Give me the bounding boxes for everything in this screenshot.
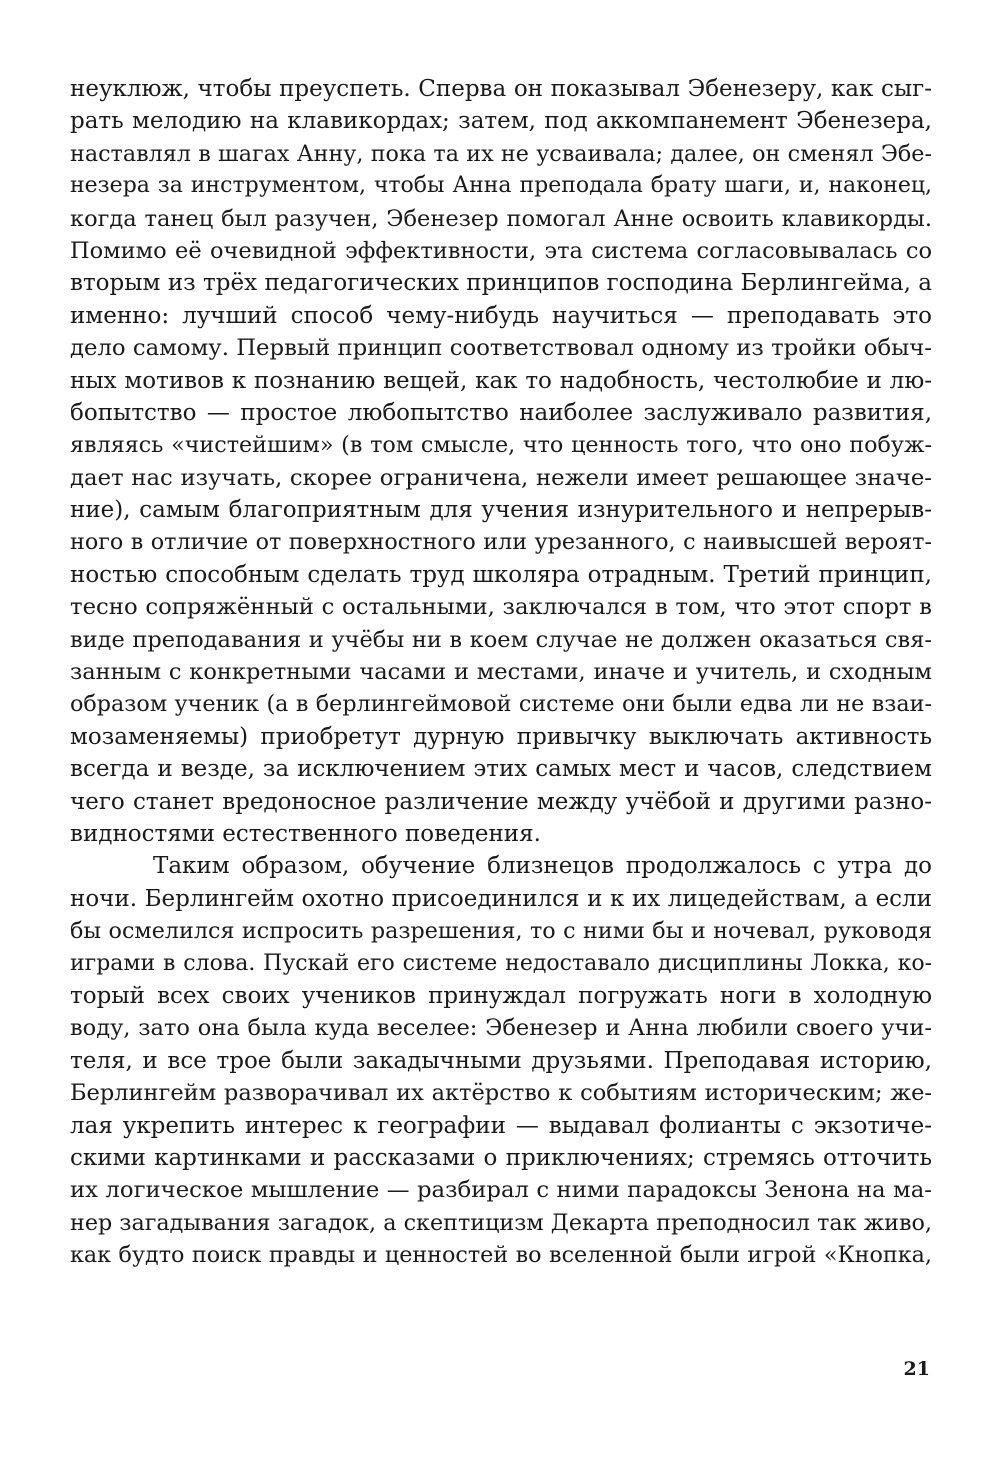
text-line: бы осмелился испросить разрешения, то с ними бы и ночевал, руководя bbox=[70, 918, 932, 945]
text-line: бопытство — простое любопытство наиболее заслуживало развития, bbox=[70, 399, 932, 426]
text-line: играми в слова. Пускай его системе недоставало дисциплины Локка, ко- bbox=[70, 950, 932, 976]
text-line: именно: лучший способ чему-нибудь научиться — преподавать это bbox=[70, 302, 932, 329]
text-line: дает нас изучать, скорее ограничена, нежели имеет решающее значе- bbox=[70, 464, 932, 491]
text-line: дело самому. Первый принцип соответствовал одному из тройки обыч- bbox=[70, 335, 932, 362]
body-text bbox=[70, 73, 932, 1271]
text-line: являясь «чистейшим» (в том смысле, что ценность того, что оно побуж- bbox=[70, 432, 932, 459]
text-line: их логическое мышление — разбирал с ними парадоксы Зенона на ма- bbox=[70, 1177, 932, 1204]
text-line: наставлял в шагах Анну, пока та их не усваивала; далее, он сменял Эбе- bbox=[70, 140, 932, 167]
text-line: ностью способным сделать труд школяра отрадным. Третий принцип, bbox=[70, 561, 932, 588]
text-line: мозаменяемы) приобретут дурную привычку выключать активность bbox=[70, 723, 932, 750]
text-line: скими картинками и рассказами о приключениях; стремясь отточить bbox=[70, 1144, 932, 1171]
text-line: ного в отличие от поверхностного или урезанного, с наивысшей вероят- bbox=[70, 529, 932, 556]
text-line: ние), самым благоприятным для учения изнурительного и непрерыв- bbox=[70, 497, 932, 524]
text-line: торый всех своих учеников принуждал погружать ноги в холодную bbox=[70, 982, 932, 1009]
text-line: всегда и везде, за исключением этих самых мест и часов, следствием bbox=[70, 756, 932, 783]
paragraph-start-line: Таким образом, обучение близнецов продолжалось с утра до bbox=[153, 853, 932, 880]
page-number: 21 bbox=[903, 1358, 930, 1380]
text-line: ночи. Берлингейм охотно присоединился и к их лицедействам, а если bbox=[70, 885, 932, 912]
text-line: рать мелодию на клавикордах; затем, под аккомпанемент Эбенезера, bbox=[70, 108, 932, 135]
text-line: нер загадывания загадок, а скептицизм Декарта преподносил так живо, bbox=[70, 1209, 932, 1236]
text-line: занным с конкретными часами и местами, иначе и учитель, и сходным bbox=[70, 659, 932, 686]
text-line: Помимо её очевидной эффективности, эта система согласовывалась со bbox=[70, 237, 932, 264]
text-line: когда танец был разучен, Эбенезер помогал Анне освоить клавикорды. bbox=[70, 205, 932, 232]
text-line: образом ученик (а в берлингеймовой системе они были едва ли не взаи- bbox=[70, 691, 932, 718]
text-line: воду, зато она была куда веселее: Эбенезер и Анна любили своего учи- bbox=[70, 1015, 932, 1042]
text-line: ных мотивов к познанию вещей, как то надобность, честолюбие и лю- bbox=[70, 367, 932, 394]
text-line: незера за инструментом, чтобы Анна преподала брату шаги, и, наконец, bbox=[70, 173, 932, 199]
text-line: Берлингейм разворачивал их актёрство к событиям историческим; же- bbox=[70, 1080, 932, 1107]
text-line: теля, и все трое были закадычными друзьями. Преподавая историю, bbox=[70, 1047, 932, 1074]
text-line: вторым из трёх педагогических принципов господина Берлингейма, а bbox=[70, 270, 932, 297]
paragraph-end-line: видностями естественного поведения. bbox=[70, 820, 541, 847]
text-line: чего станет вредоносное различение между учёбой и другими разно- bbox=[70, 788, 932, 815]
text-line: виде преподавания и учёбы ни в коем случае не должен оказаться свя- bbox=[70, 626, 932, 653]
text-line: неуклюж, чтобы преуспеть. Сперва он показывал Эбенезеру, как сыг- bbox=[70, 76, 932, 102]
text-line: тесно сопряжённый с остальными, заключался в том, что этот спорт в bbox=[70, 594, 932, 621]
text-line: лая укрепить интерес к географии — выдавал фолианты с экзотиче- bbox=[70, 1112, 932, 1139]
text-line: как будто поиск правды и ценностей во вселенной были игрой «Кнопка, bbox=[70, 1242, 932, 1269]
